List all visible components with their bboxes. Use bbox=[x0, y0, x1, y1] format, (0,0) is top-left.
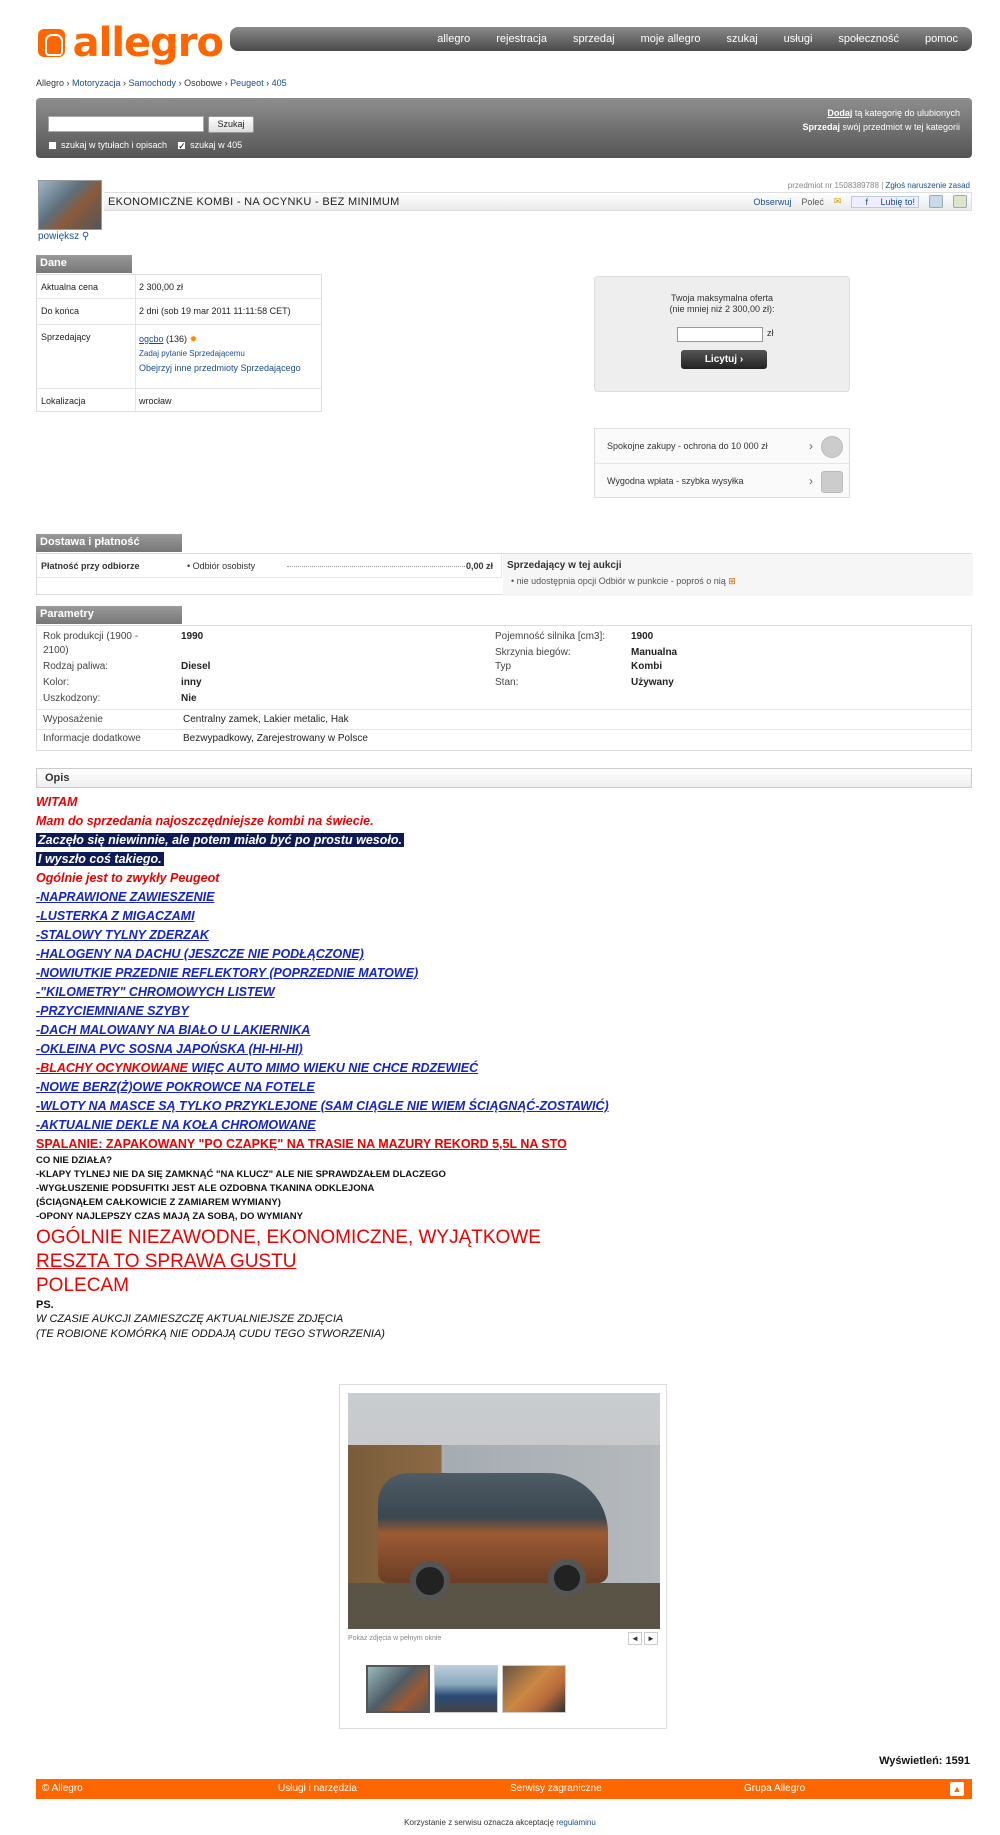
star-icon: ✹ bbox=[189, 334, 198, 344]
desc-consumption: SPALANIE: ZAPAKOWANY "PO CZAPKĘ" NA TRASIE NA MAZURY REKORD 5,5L NA STO bbox=[36, 1137, 567, 1151]
params-divider bbox=[37, 729, 971, 730]
param-damaged-value: Nie bbox=[181, 693, 197, 704]
category-checkbox-label: szukaj w 405 bbox=[190, 140, 243, 150]
desc-highlighted-line: I wyszło coś takiego. bbox=[38, 852, 162, 866]
desc-ps: PS. bbox=[36, 1299, 54, 1311]
param-engine-value: 1900 bbox=[631, 631, 654, 642]
param-equipment-value: Centralny zamek, Lakier metalic, Hak bbox=[183, 714, 349, 725]
chevron-right-icon: › bbox=[809, 474, 813, 488]
like-button[interactable] bbox=[851, 196, 919, 208]
desc-feature: -NOWE BERZ(Ż)OWE POKROWCE NA FOTELE bbox=[36, 1080, 315, 1094]
end-row bbox=[37, 299, 321, 325]
desc-feature: -AKTUALNIE DEKLE NA KOŁA CHROMOWANE bbox=[36, 1118, 316, 1132]
description-body bbox=[36, 793, 972, 1342]
safe-row-2-text: Wygodna wpłata - szybka wysyłka bbox=[607, 476, 744, 486]
seller-rating: (136) bbox=[166, 334, 188, 344]
category-actions bbox=[802, 106, 960, 134]
breadcrumb: Allegro › Motoryzacja › Samochody › Osobowe › Peugeot › 405 bbox=[36, 78, 287, 88]
desc-line: Mam do sprzedania najoszczędniejsze kombi na świecie. bbox=[36, 814, 374, 828]
desc-feature-red: -BLACHY OCYNKOWANE bbox=[36, 1061, 188, 1075]
safe-row-1-text: Spokojne zakupy - ochrona do 10 000 zł bbox=[607, 441, 768, 451]
location-label: Lokalizacja bbox=[41, 396, 86, 406]
footer-copyright[interactable]: © Allegro bbox=[42, 1783, 83, 1794]
seller-delivery-header: Sprzedający w tej aukcji bbox=[507, 560, 622, 571]
enlarge-label: powiększ bbox=[38, 231, 80, 242]
payment-row bbox=[37, 554, 502, 578]
delivery-table bbox=[36, 553, 972, 595]
nav-sell[interactable]: sprzedaj bbox=[572, 33, 615, 45]
title-bar bbox=[104, 192, 972, 211]
param-year-value: 1990 bbox=[181, 631, 204, 642]
desc-summary: RESZTA TO SPRAWA GUSTU bbox=[36, 1251, 297, 1272]
nav-community[interactable]: społeczność bbox=[838, 33, 899, 45]
seller-label: Sprzedający bbox=[41, 332, 91, 342]
crumb-osobowe[interactable]: Osobowe bbox=[184, 78, 223, 88]
payment-label: Płatność przy odbiorze bbox=[41, 561, 140, 571]
desc-feature: -WLOTY NA MASCE SĄ TYLKO PRZYKLEJONE (SAM CIĄGLE NIE WIEM ŚCIĄGNĄĆ-ZOSTAWIĆ) bbox=[36, 1099, 609, 1113]
desc-checkbox-label: szukaj w tytułach i opisach bbox=[61, 140, 168, 150]
car-wheel bbox=[548, 1559, 586, 1597]
description-header: Opis bbox=[36, 768, 972, 788]
location-value: wrocław bbox=[139, 396, 172, 406]
package-icon bbox=[821, 471, 843, 493]
price-value: 2 300,00 zł bbox=[139, 282, 184, 292]
crumb-motoryzacja[interactable]: Motoryzacja bbox=[72, 78, 121, 88]
gallery-thumbnail[interactable] bbox=[366, 1665, 430, 1713]
view-counter: Wyświetleń: 1591 bbox=[879, 1755, 970, 1767]
scroll-top-button[interactable]: ▲ bbox=[950, 1782, 964, 1796]
param-gearbox-value: Manualna bbox=[631, 647, 678, 658]
category-checkbox[interactable] bbox=[177, 141, 186, 150]
param-color-label: Kolor: bbox=[43, 677, 70, 688]
end-label: Do końca bbox=[41, 306, 80, 316]
bid-box bbox=[594, 276, 850, 392]
section-dane-header: Dane bbox=[36, 255, 132, 273]
seller-delivery-note bbox=[511, 576, 736, 587]
info-icon[interactable]: ⊞ bbox=[728, 576, 736, 586]
desc-checkbox[interactable] bbox=[48, 141, 57, 150]
allegro-logo[interactable] bbox=[38, 20, 223, 66]
pickup-price: 0,00 zł bbox=[465, 561, 493, 571]
sell-here-link[interactable]: Sprzedaj bbox=[802, 122, 840, 132]
search-button[interactable]: Szukaj bbox=[208, 116, 254, 133]
gallery-nav bbox=[626, 1632, 658, 1645]
param-year-label: Rok produkcji (1900 - bbox=[43, 631, 139, 642]
search-bar bbox=[36, 98, 972, 158]
gallery-thumbnail[interactable] bbox=[434, 1665, 498, 1713]
end-value: 2 dni (sob 19 mar 2011 11:11:58 CET) bbox=[139, 306, 291, 316]
bid-instructions bbox=[595, 293, 849, 315]
seller-name[interactable]: ogcbo bbox=[139, 334, 164, 344]
photo-ground bbox=[348, 1583, 660, 1629]
desc-line: Ogólnie jest to zwykły Peugeot bbox=[36, 871, 220, 885]
param-condition-label: Stan: bbox=[495, 677, 519, 688]
price-label: Aktualna cena bbox=[41, 282, 99, 292]
gift-icon[interactable] bbox=[953, 195, 967, 208]
chevron-right-icon: › bbox=[809, 439, 813, 453]
nav-allegro[interactable]: allegro bbox=[437, 33, 471, 45]
section-params-header: Parametry bbox=[36, 606, 182, 624]
crumb-405[interactable]: 405 bbox=[271, 78, 287, 88]
bid-line-2: (nie mniej niż 2 300,00 zł): bbox=[669, 304, 775, 314]
item-number-text: przedmiot nr 1508389788 bbox=[787, 181, 879, 190]
seller-delivery-text: • nie udostępnia opcji Odbiór w punkcie - poproś o nią bbox=[511, 576, 726, 586]
next-photo-button[interactable]: ► bbox=[644, 1632, 658, 1645]
item-title: EKONOMICZNE KOMBI - NA OCYNKU - BEZ MINIMUM bbox=[108, 196, 400, 208]
crumb-peugeot[interactable]: Peugeot bbox=[230, 78, 264, 88]
search-options bbox=[48, 140, 242, 150]
param-condition-value: Używany bbox=[631, 677, 674, 688]
desc-ps-line: (TE ROBIONE KOMÓRKĄ NIE ODDAJĄ CUDU TEGO STWORZENIA) bbox=[36, 1328, 385, 1340]
fullscreen-link[interactable]: Pokaż zdjęcia w pełnym oknie bbox=[348, 1635, 442, 1642]
thumbnail-strip bbox=[366, 1665, 570, 1713]
desc-feature: -"KILOMETRY" CHROMOWYCH LISTEW bbox=[36, 985, 275, 999]
params-table bbox=[36, 625, 972, 751]
nav-help[interactable]: pomoc bbox=[924, 33, 958, 45]
desc-feature: -NOWIUTKIE PRZEDNIE REFLEKTORY (POPRZEDNIE MATOWE) bbox=[36, 966, 419, 980]
like-label: Lubię to! bbox=[880, 196, 915, 207]
gallery-thumbnail[interactable] bbox=[502, 1665, 566, 1713]
desc-feature: WIĘC AUTO MIMO WIEKU NIE CHCE RDZEWIEĆ bbox=[187, 1061, 479, 1075]
dane-table bbox=[36, 274, 322, 412]
desc-issues-heading: CO NIE DZIAŁA? bbox=[36, 1155, 112, 1166]
param-damaged-label: Uszkodzony: bbox=[43, 693, 101, 704]
hand-icon bbox=[38, 29, 65, 57]
terms-link[interactable]: regulaminu bbox=[556, 1818, 596, 1827]
crumb-samochody[interactable]: Samochody bbox=[128, 78, 177, 88]
desc-feature: -DACH MALOWANY NA BIAŁO U LAKIERNIKA bbox=[36, 1023, 311, 1037]
desc-feature: -OKLEINA PVC SOSNA JAPOŃSKA (HI-HI-HI) bbox=[36, 1042, 303, 1056]
desc-highlighted-line: Zaczęło się niewinnie, ale potem miało być po prostu wesoło. bbox=[38, 833, 402, 847]
price-row bbox=[37, 275, 321, 299]
desc-feature: -HALOGENY NA DACHU (JESZCZE NIE PODŁĄCZONE) bbox=[36, 947, 364, 961]
param-info-label: Informacje dodatkowe bbox=[43, 733, 141, 744]
pickup-option: • Odbiór osobisty bbox=[187, 561, 256, 571]
footer-services[interactable]: Usługi i narzędzia bbox=[278, 1783, 357, 1794]
report-link[interactable]: Zgłoś naruszenie zasad bbox=[885, 181, 970, 190]
add-favourite-link[interactable]: Dodaj bbox=[827, 108, 853, 118]
nav-register[interactable]: rejestracja bbox=[496, 33, 547, 45]
dotted-leader bbox=[287, 566, 467, 567]
prev-photo-button[interactable]: ◄ bbox=[628, 1632, 642, 1645]
photo-gallery bbox=[339, 1384, 667, 1729]
desc-feature: -STALOWY TYLNY ZDERZAK bbox=[36, 928, 209, 942]
desc-feature: -LUSTERKA Z MIGACZAMI bbox=[36, 909, 195, 923]
safe-shopping-box bbox=[594, 428, 850, 498]
watch-link[interactable]: Obserwuj bbox=[753, 196, 792, 207]
param-type-value: Kombi bbox=[631, 661, 663, 672]
section-delivery-header: Dostawa i płatność bbox=[36, 534, 182, 552]
param-fuel-label: Rodzaj paliwa: bbox=[43, 661, 109, 672]
desc-feature: -NAPRAWIONE ZAWIESZENIE bbox=[36, 890, 215, 904]
bid-line-1: Twoja maksymalna oferta bbox=[670, 293, 774, 303]
car-wheel bbox=[410, 1561, 450, 1601]
title-actions bbox=[743, 195, 967, 208]
nav-search[interactable]: szukaj bbox=[726, 33, 758, 45]
search-input[interactable] bbox=[48, 116, 204, 132]
desc-summary: POLECAM bbox=[36, 1275, 129, 1296]
desc-ps-line: W CZASIE AUKCJI ZAMIESZCZĘ AKTUALNIEJSZE ZDJĘCIA bbox=[36, 1313, 344, 1325]
seller-delivery-info bbox=[503, 554, 973, 596]
safe-row-1[interactable] bbox=[595, 429, 849, 464]
params-divider bbox=[37, 709, 971, 710]
ask-seller-link[interactable]: Zadaj pytanie Sprzedającemu bbox=[139, 349, 245, 358]
param-gearbox-label: Skrzynia biegów: bbox=[495, 647, 571, 658]
seller-row bbox=[37, 325, 321, 389]
footer-group[interactable]: Grupa Allegro bbox=[744, 1783, 806, 1794]
footer-bar bbox=[36, 1779, 972, 1799]
sell-here-text: swój przedmiot w tej kategorii bbox=[839, 122, 960, 132]
main-photo[interactable] bbox=[348, 1393, 660, 1629]
footer-foreign[interactable]: Serwisy zagraniczne bbox=[510, 1783, 602, 1794]
terms-text: Korzystanie z serwisu oznacza akceptację bbox=[404, 1818, 557, 1827]
top-navigation bbox=[230, 27, 972, 51]
twitter-icon[interactable] bbox=[929, 195, 943, 208]
desc-issue: (ŚCIĄGNĄŁEM CAŁKOWICIE Z ZAMIAREM WYMIANY) bbox=[36, 1197, 281, 1208]
param-type-label: Typ bbox=[495, 661, 512, 672]
desc-issue: -OPONY NAJLEPSZY CZAS MAJĄ ZA SOBĄ, DO WYMIANY bbox=[36, 1211, 303, 1222]
enlarge-link[interactable] bbox=[38, 231, 89, 242]
bid-button[interactable]: Licytuj › bbox=[681, 350, 767, 369]
safe-row-2[interactable] bbox=[595, 464, 849, 499]
seller-info bbox=[139, 332, 301, 375]
mail-icon[interactable]: ✉ bbox=[833, 196, 842, 206]
item-thumbnail[interactable] bbox=[38, 180, 102, 230]
share-link[interactable]: Poleć bbox=[801, 196, 824, 207]
nav-services[interactable]: usługi bbox=[783, 33, 813, 45]
other-items-link[interactable]: Obejrzyj inne przedmioty Sprzedającego bbox=[139, 363, 301, 373]
desc-summary: OGÓLNIE NIEZAWODNE, EKONOMICZNE, WYJĄTKOWE bbox=[36, 1227, 541, 1248]
facebook-icon: f bbox=[865, 196, 868, 207]
item-number: przedmiot nr 1508389788 | Zgłoś naruszenie zasad bbox=[787, 181, 970, 190]
terms-note bbox=[0, 1818, 1000, 1827]
desc-feature: -PRZYCIEMNIANE SZYBY bbox=[36, 1004, 189, 1018]
add-favourite-text: tą kategorię do ulubionych bbox=[852, 108, 960, 118]
bid-amount-input[interactable] bbox=[677, 327, 763, 342]
nav-my-allegro[interactable]: moje allegro bbox=[640, 33, 701, 45]
magnifier-icon: ⚲ bbox=[81, 231, 90, 242]
param-equipment-label: Wyposażenie bbox=[43, 714, 103, 725]
param-year-label-2: 2100) bbox=[43, 645, 69, 656]
logo-text: allegro bbox=[72, 20, 223, 66]
desc-issue: -KLAPY TYLNEJ NIE DA SIĘ ZAMKNĄĆ "NA KLUCZ" ALE NIE SPRAWDZAŁEM DLACZEGO bbox=[36, 1169, 446, 1180]
desc-line: WITAM bbox=[36, 795, 78, 809]
param-info-value: Bezwypadkowy, Zarejestrowany w Polsce bbox=[183, 733, 368, 744]
desc-issue: -WYGŁUSZENIE PODSUFITKI JEST ALE OZDOBNA TKANINA ODKLEJONA bbox=[36, 1183, 375, 1194]
location-row bbox=[37, 389, 321, 413]
bid-currency: zł bbox=[767, 328, 774, 338]
param-engine-label: Pojemność silnika [cm3]: bbox=[495, 631, 606, 642]
param-fuel-value: Diesel bbox=[181, 661, 211, 672]
param-color-value: inny bbox=[181, 677, 202, 688]
crumb-allegro[interactable]: Allegro bbox=[36, 78, 65, 88]
umbrella-icon bbox=[821, 436, 843, 458]
